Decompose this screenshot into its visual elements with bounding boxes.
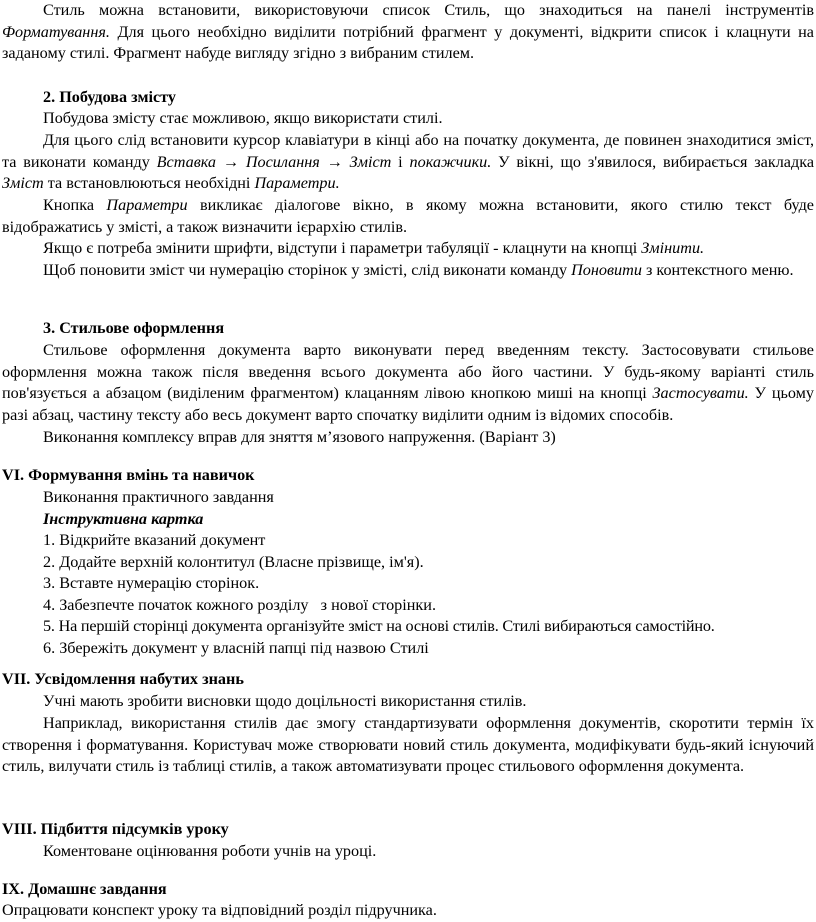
- section-7-heading: VII. Усвідомлення набутих знань: [2, 670, 244, 688]
- section-9-paragraph-1: Опрацювати конспект уроку та відповідний розділ підручника.: [2, 901, 437, 919]
- instruction-card-title: Інструктивна картка: [43, 510, 204, 528]
- section-6-heading: VI. Формування вмінь та навичок: [2, 466, 255, 484]
- section-2-paragraph-3: Кнопка Параметри викликає діалогове вікно, в якому можна встановити, якого стилю текст буде відображатись у змісті, а також визначити ієрархію стилів.: [2, 196, 814, 236]
- section-3-heading: 3. Стильове оформлення: [43, 319, 225, 337]
- style-text-end: Для цього необхідно виділити потрібний фрагмент у документі, відкрити список і клацнути на заданому стилі. Фрагмент набуде вигляду згідно з вибраним стилем.: [2, 22, 814, 63]
- task-item-1: 1. Відкрийте вказаний документ: [43, 531, 266, 549]
- section-6-paragraph-1: Виконання практичного завдання: [43, 488, 274, 506]
- section-2-paragraph-4: Якщо є потреба змінити шрифти, відступи і параметри табуляції - клацнути на кнопці Змінити.: [43, 239, 705, 257]
- style-text-start: Стиль можна встановити, використовуючи список Стиль, що знаходиться на панелі інструментів: [43, 1, 814, 19]
- section-2-paragraph-2: Для цього слід встановити курсор клавіатури в кінці або на початку документа, де повинен знаходитися зміст, та виконати команду Вставка → Посилання → Зміст і покажчики. У вікні, що з'явилося, вибирається закладка Зміст та встановлюються необхідні Параметри.: [2, 131, 815, 193]
- task-item-6: 6. Збережіть документ у власній папці під назвою Стилі: [43, 639, 429, 657]
- section-3-paragraph-1: Стильове оформлення документа варто виконувати перед введенням тексту. Застосовувати стильове оформлення можна також після введення всього документа або його частини. У будь-якому варіанті стиль пов'язується а абзацом (виділеним фрагментом) клацанням лівою кнопкою миші на кнопці Застосувати. У цьому разі абзац, частину тексту або весь документ варто спочатку виділити одним із відомих способів.: [2, 341, 814, 424]
- task-item-2: 2. Додайте верхній колонтитул (Власне прізвище, ім'я).: [43, 553, 424, 571]
- task-item-3: 3. Вставте нумерацію сторінок.: [43, 574, 260, 592]
- style-paragraph: [2, 0, 814, 65]
- section-9-heading: IX. Домашнє завдання: [2, 880, 167, 898]
- task-item-4: 4. Забезпечте початок кожного розділу з нової сторінки.: [43, 596, 437, 614]
- section-2-heading: 2. Побудова змісту: [43, 88, 176, 106]
- style-text-italic: Форматування.: [2, 22, 110, 41]
- section-7-paragraph-2: Наприклад, використання стилів дає змогу стандартизувати оформлення документів, скоротити термін їх створення і форматування. Користувач може створювати новий стиль документа, модифікувати будь-який існуючий стиль, вилучати стиль із таблиці стилів, а також автоматизувати процес стильового оформлення документа.: [2, 714, 814, 776]
- section-2-paragraph-1: Побудова змісту стає можливою, якщо використати стилі.: [43, 109, 443, 127]
- section-8-heading: VIII. Підбиття підсумків уроку: [2, 820, 229, 838]
- section-3-paragraph-2: Виконання комплексу вправ для зняття м’язового напруження. (Варіант 3): [43, 428, 556, 446]
- section-2-paragraph-5: Щоб поновити зміст чи нумерацію сторінок у змісті, слід виконати команду Поновити з контекстного меню.: [43, 261, 794, 279]
- section-7-paragraph-1: Учні мають зробити висновки щодо доцільності використання стилів.: [43, 692, 527, 710]
- task-item-5: 5. На першій сторінці документа організуйте зміст на основі стилів. Стилі вибираються самостійно.: [43, 617, 715, 635]
- section-8-paragraph-1: Коментоване оцінювання роботи учнів на уроці.: [43, 842, 377, 860]
